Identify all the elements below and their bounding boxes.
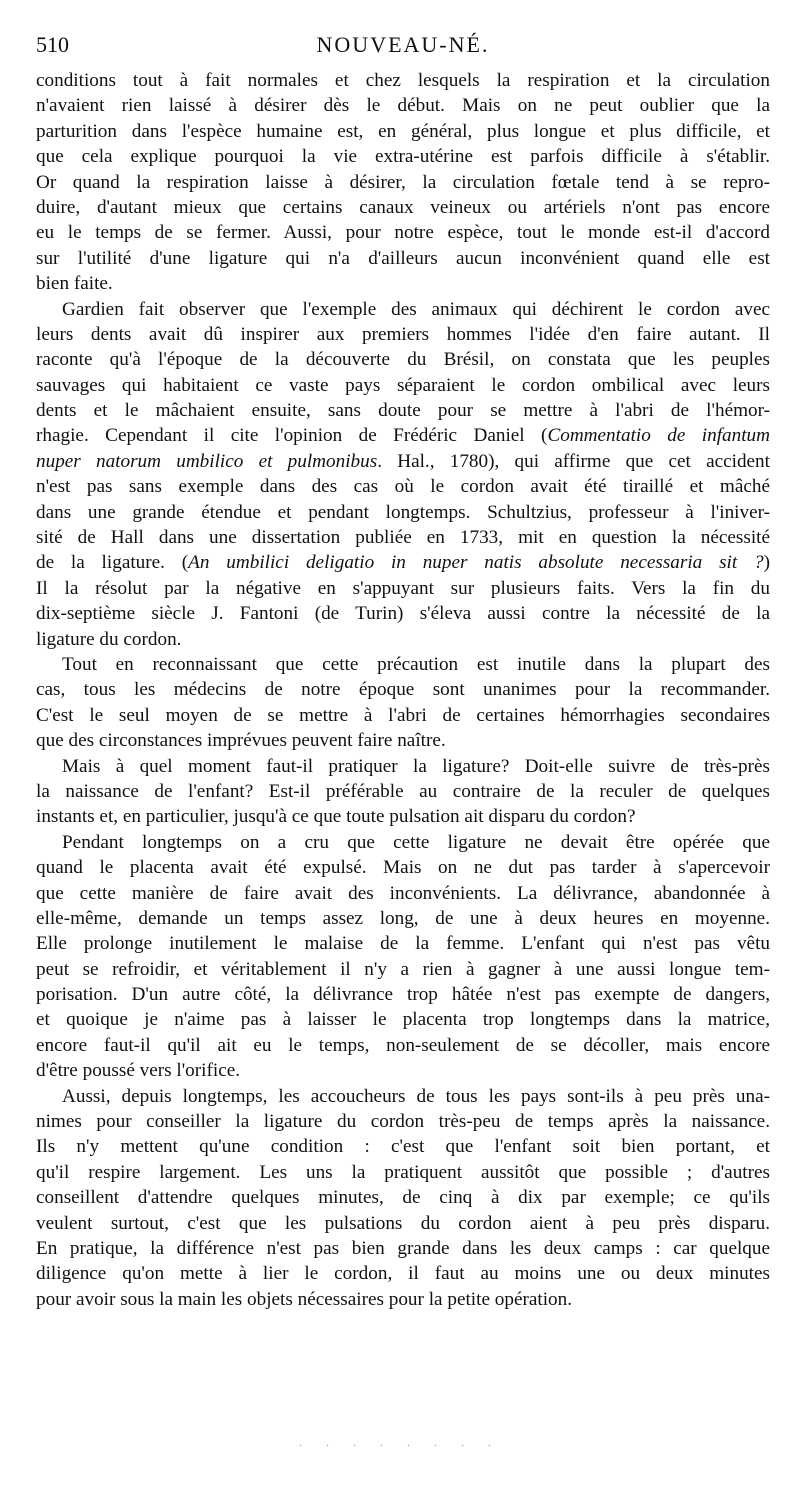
text-line: Il la résolut par la négative en s'appuyant sur plusieurs faits. Vers la fin du: [36, 577, 770, 599]
text-line: Elle prolonge inutilement le malaise de la femme. L'enfant qui n'est pas vêtu: [36, 933, 770, 955]
text-line: conditions tout à fait normales et chez lesquels la respiration et la circulation: [36, 70, 770, 91]
text-line: bien faite.: [36, 273, 113, 295]
text-line: En pratique, la différence n'est pas bien grande dans les deux camps : car quelque: [36, 1237, 770, 1259]
text-line: eu le temps de se fermer. Aussi, pour notre espèce, tout le monde est-il d'accord: [36, 222, 770, 244]
text-line: dix-septième siècle J. Fantoni (de Turin) s'éleva aussi contre la nécessité de la: [36, 603, 770, 625]
paragraph: [36, 754, 770, 830]
text-line: sauvages qui habitaient ce vaste pays séparaient le cordon ombilical avec leurs: [36, 374, 770, 396]
text-line: encore faut-il qu'il ait eu le temps, non-seulement de se décoller, mais encore: [36, 1034, 770, 1056]
text-line: cas, tous les médecins de notre époque sont unanimes pour la recommander.: [36, 679, 770, 701]
text-line: porisation. D'un autre côté, la délivrance trop hâtée n'est pas exempte de dangers,: [36, 984, 770, 1006]
text-line: qu'il respire largement. Les uns la pratiquent aussitôt que possible ; d'autres: [36, 1161, 770, 1183]
text-line: et quoique je n'aime pas à laisser le placenta trop longtemps dans la matrice,: [36, 1009, 770, 1031]
text-line: C'est le seul moyen de se mettre à l'abri de certaines hémorrhagies secondaires: [36, 704, 770, 726]
text-line: que des circonstances imprévues peuvent faire naître.: [36, 730, 446, 752]
paragraph: [36, 297, 770, 652]
text-line: n'est pas sans exemple dans des cas où le cordon avait été tiraillé et mâché: [36, 476, 770, 498]
text-line: la naissance de l'enfant? Est-il préférable au contraire de la reculer de quelques: [36, 780, 770, 802]
text-line: leurs dents avait dû inspirer aux premiers hommes l'idée d'en faire autant. Il: [36, 323, 770, 345]
paragraph: [36, 1084, 770, 1313]
text-line: Gardien fait observer que l'exemple des animaux qui déchirent le cordon avec: [62, 298, 770, 320]
text-line: Aussi, depuis longtemps, les accoucheurs de tous les pays sont-ils à peu près una-: [62, 1085, 770, 1107]
paragraph: [36, 652, 770, 754]
running-head: [36, 32, 770, 58]
text-line: n'avaient rien laissé à désirer dès le début. Mais on ne peut oublier que la: [36, 95, 770, 117]
body-text: [36, 68, 770, 1312]
text-line: sité de Hall dans une dissertation publiée en 1733, mit en question la nécessité: [36, 527, 770, 549]
page-footer-specks: · · · · · · · ·: [298, 1438, 502, 1452]
text-line: peut se refroidir, et véritablement il n'y a rien à gagner à une aussi longue tem-: [36, 958, 770, 980]
text-line: diligence qu'on mette à lier le cordon, il faut au moins une ou deux minutes: [36, 1263, 770, 1285]
text-line: duire, d'autant mieux que certains canaux veineux ou artériels n'ont pas encore: [36, 196, 770, 218]
paragraph: [36, 68, 770, 297]
text-line: Pendant longtemps on a cru que cette ligature ne devait être opérée que: [62, 831, 770, 853]
text-line: dans une grande étendue et pendant longtemps. Schultzius, professeur à l'iniver-: [36, 501, 770, 523]
text-line: conseillent d'attendre quelques minutes, de cinq à dix par exemple; ce qu'ils: [36, 1187, 770, 1209]
text-line: Tout en reconnaissant que cette précaution est inutile dans la plupart des: [62, 653, 770, 675]
text-line: instants et, en particulier, jusqu'à ce que toute pulsation ait disparu du cordon?: [36, 806, 636, 828]
text-line: dents et le mâchaient ensuite, sans doute pour se mettre à l'abri de l'hémor-: [36, 400, 770, 422]
text-line: raconte qu'à l'époque de la découverte du Brésil, on constata que les peuples: [36, 349, 770, 371]
text-line: pour avoir sous la main les objets nécessaires pour la petite opération.: [36, 1288, 573, 1310]
text-line: nimes pour conseiller la ligature du cordon très-peu de temps après la naissance.: [36, 1111, 770, 1133]
text-line: Or quand la respiration laisse à désirer, la circulation fœtale tend à se repro-: [36, 171, 770, 193]
text-line: parturition dans l'espèce humaine est, en général, plus longue et plus difficile, et: [36, 120, 770, 142]
text-line: rhagie. Cependant il cite l'opinion de Frédéric Daniel (Commentatio de infantum: [36, 425, 770, 447]
text-line: que cette manière de faire avait des inconvénients. La délivrance, abandonnée à: [36, 882, 770, 904]
text-line: de la ligature. (An umbilici deligatio in nuper natis absolute necessaria sit ?): [36, 552, 770, 574]
text-line: Ils n'y mettent qu'une condition : c'est que l'enfant soit bien portant, et: [36, 1136, 770, 1158]
running-title: NOUVEAU-NÉ.: [316, 32, 490, 57]
text-line: que cela explique pourquoi la vie extra-utérine est parfois difficile à s'établir.: [36, 146, 770, 168]
text-line: elle-même, demande un temps assez long, de une à deux heures en moyenne.: [36, 907, 770, 929]
text-line: nuper natorum umbilico et pulmonibus. Hal., 1780), qui affirme que cet accident: [36, 450, 770, 472]
text-line: ligature du cordon.: [36, 628, 182, 650]
text-line: veulent surtout, c'est que les pulsations du cordon aient à peu près disparu.: [36, 1212, 770, 1234]
text-line: Mais à quel moment faut-il pratiquer la ligature? Doit-elle suivre de très-près: [62, 755, 770, 777]
page-number: 510: [36, 32, 69, 57]
paragraph: [36, 830, 770, 1084]
text-line: sur l'utilité d'une ligature qui n'a d'ailleurs aucun inconvénient quand elle est: [36, 247, 770, 269]
text-line: d'être poussé vers l'orifice.: [36, 1060, 241, 1082]
text-line: quand le placenta avait été expulsé. Mais on ne dut pas tarder à s'apercevoir: [36, 857, 770, 879]
